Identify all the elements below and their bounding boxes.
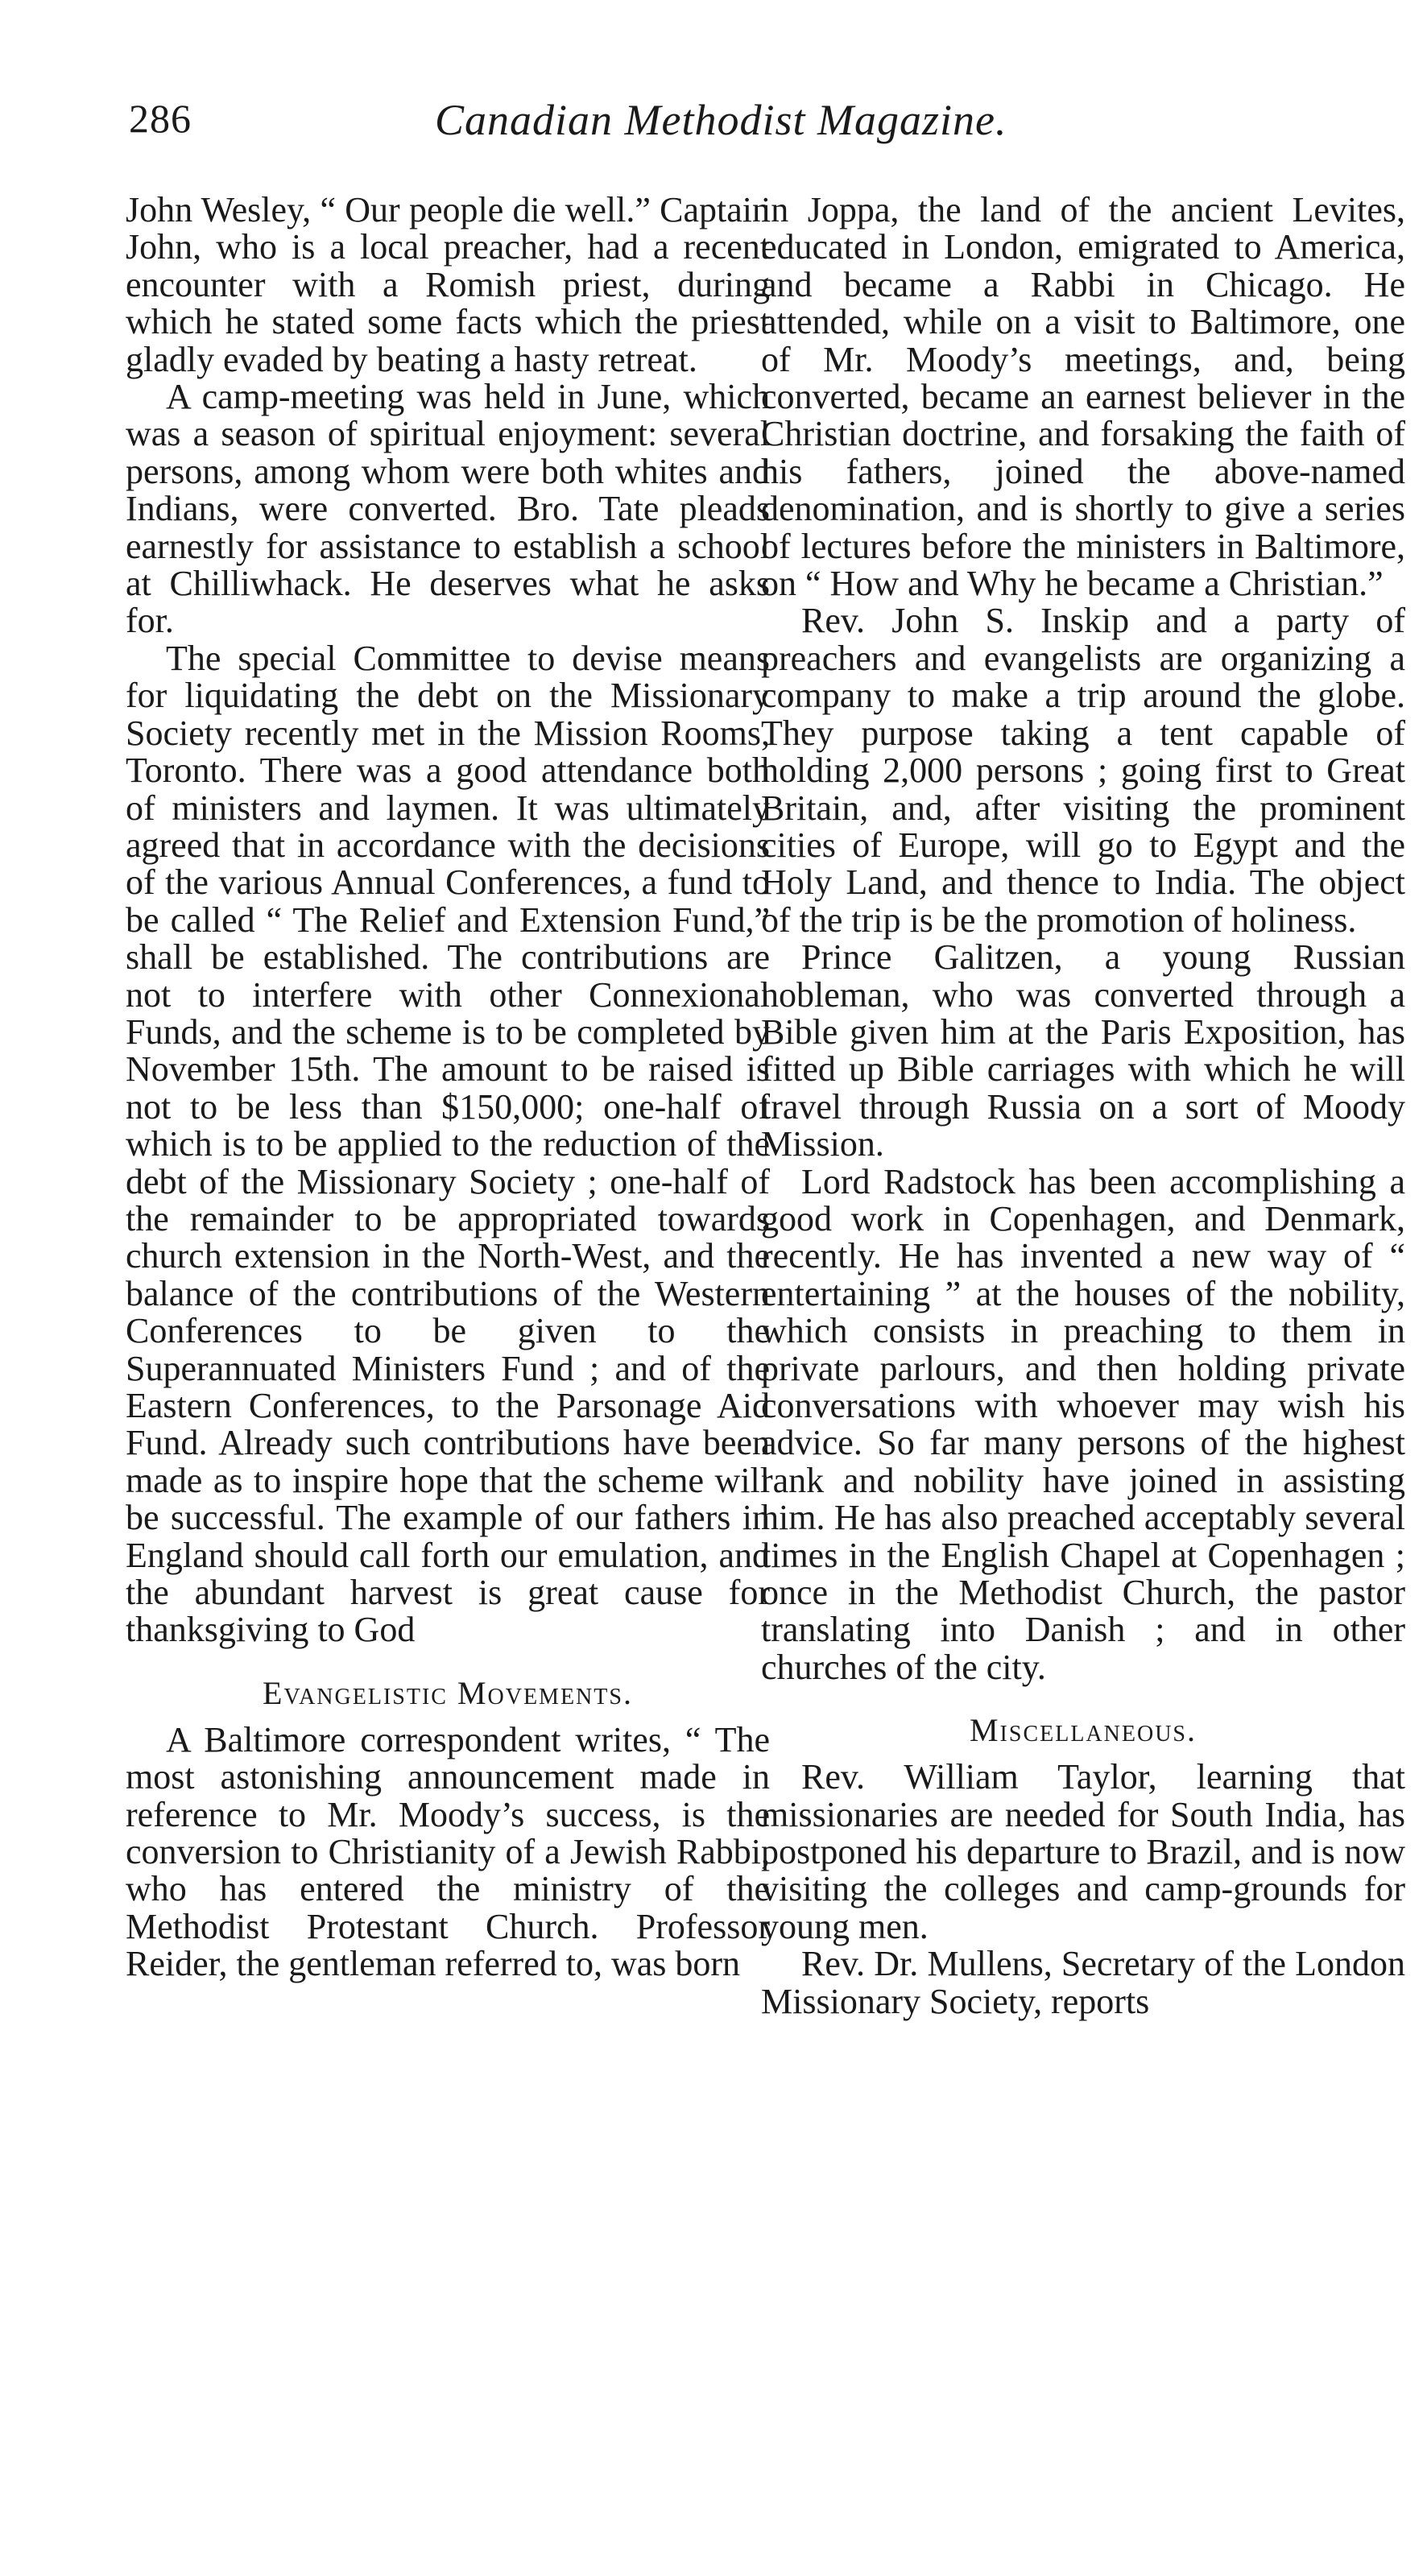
heading-evangelistic-movements: Evangelistic Movements. [263, 1674, 633, 1711]
paragraph-wesley: John Wesley, “ Our people die well.” Captain John, who is a local preacher, had a recent encounter with a Romish priest, during which he stated some facts which the priest gladly evaded by beating a hasty retreat. [126, 190, 770, 379]
right-column [761, 192, 1405, 2020]
paragraph-william-taylor: Rev. William Taylor, learning that missionaries are needed for South India, has postponed his departure to Brazil, and is now visiting the colleges and camp-grounds for young men. [761, 1757, 1405, 1946]
paragraph-joppa: in Joppa, the land of the ancient Levites, educated in London, emigrated to America, and became a Rabbi in Chicago. He attended, while on a visit to Baltimore, one of Mr. Moody’s meetings, and, being converted, became an earnest believer in the Christian doctrine, and forsaking the faith of his fathers, joined the above-named denomination, and is shortly to give a series of lectures before the ministers in Baltimore, on “ How and Why he became a Christian.” [761, 190, 1405, 604]
paragraph-galitzen: Prince Galitzen, a young Russian nobleman, who was converted through a Bible given him at the Paris Exposition, has fitted up Bible carriages with which he will travel through Russia on a sort of Moody Mission. [761, 937, 1405, 1164]
paragraph-radstock: Lord Radstock has been accomplishing a good work in Copenhagen, and Denmark, recently. He has invented a new way of “ entertaining ” at the houses of the nobility, which consists in preaching to them in private parlours, and then holding private conversations with whoever may wish his advice. So far many persons of the highest rank and nobility have joined in assisting him. He has also preached acceptably several times in the English Chapel at Copenhagen ; once in the Methodist Church, the pastor translating into Danish ; and in other churches of the city. [761, 1161, 1405, 1687]
paragraph-mullens: Rev. Dr. Mullens, Secretary of the London Missionary Society, reports [761, 1944, 1405, 2021]
running-title: Canadian Methodist Magazine. [435, 96, 1007, 144]
heading-miscellaneous: Miscellaneous. [969, 1712, 1197, 1749]
paragraph-special-committee: The special Committee to devise means for liquidating the debt on the Missionary Society recently met in the Mission Rooms, Toronto. There was a good attendance both of ministers and laymen. It was ultimately agreed that in accordance with the decisions of the various Annual Conferences, a fund to be called “ The Relief and Extension Fund,” shall be established. The contributions are not to interfere with other Connexional Funds, and the scheme is to be completed by November 15th. The amount to be raised is not to be less than $150,000; one-half of which is to be applied to the reduction of the debt of the Missionary Society ; one-half of the remainder to be appropriated towards church extension in the North-West, and the balance of the contributions of the Western Conferences to be given to the Superannuated Ministers Fund ; and of the Eastern Conferences, to the Parsonage Aid Fund. Already such contributions have been made as to inspire hope that the scheme will be successful. The example of our fathers in England should call forth our emulation, and the abundant harvest is great cause for thanksgiving to God [126, 638, 770, 1650]
page-number: 286 [129, 96, 192, 141]
page-header [129, 95, 1401, 167]
left-column [126, 192, 770, 1983]
paragraph-camp-meeting: A camp-meeting was held in June, which was a season of spiritual enjoyment: several persons, among whom were both whites and Indians, were converted. Bro. Tate pleads earnestly for assistance to establish a school at Chilliwhack. He deserves what he asks for. [126, 377, 770, 641]
paragraph-inskip: Rev. John S. Inskip and a party of preachers and evangelists are organizing a company to make a trip around the globe. They purpose taking a tent capable of holding 2,000 persons ; going first to Great Britain, and, after visiting the prominent cities of Europe, will go to Egypt and the Holy Land, and thence to India. The object of the trip is be the promotion of holiness. [761, 601, 1405, 940]
paragraph-baltimore-correspondent: A Baltimore correspondent writes, “ The most astonishing announcement made in reference to Mr. Moody’s success, is the conversion to Christianity of a Jewish Rabbi, who has entered the ministry of the Methodist Protestant Church. Professor Reider, the gentleman referred to, was born [126, 1719, 770, 1984]
